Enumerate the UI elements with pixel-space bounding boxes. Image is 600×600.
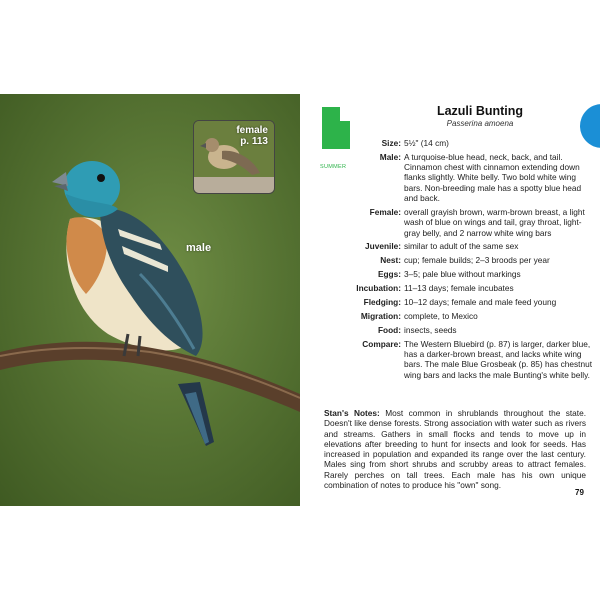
fact-label: Juvenile:: [365, 241, 401, 252]
species-facts: [310, 138, 600, 383]
fact-row-female: [310, 207, 600, 238]
text-page: [300, 94, 600, 506]
fact-value: The Western Bluebird (p. 87) is larger, darker blue, has a darker-brown breast, and lacks white wing bars. The male Blue Grosbeak (p. 85) has chestnut wing bars and lacks the male Bunting's white belly.: [404, 338, 593, 380]
fact-row-compare: [310, 339, 600, 380]
book-spread: [0, 94, 600, 506]
fact-label: Eggs:: [377, 269, 401, 280]
fact-row-food: [310, 325, 600, 335]
fact-label: Compare:: [362, 338, 401, 349]
fact-value: 3–5; pale blue without markings: [404, 269, 521, 280]
fact-row-incubation: [310, 283, 600, 293]
fact-value: 11–13 days; female incubates: [404, 283, 514, 294]
photo-page: [0, 94, 300, 506]
fact-value: complete, to Mexico: [404, 310, 478, 321]
fact-row-male: [310, 152, 600, 203]
female-inset-photo: [193, 120, 275, 194]
male-label: male: [186, 242, 212, 254]
fact-value: overall grayish brown, warm-brown breast, a light wash of blue on wings and tail, gray throat, light-gray belly, and 2 narrow white wing bars: [404, 206, 585, 238]
fact-value: similar to adult of the same sex: [404, 241, 519, 252]
page-number: 79: [575, 488, 584, 497]
fact-row-eggs: [310, 269, 600, 279]
fact-label: Female:: [369, 206, 401, 217]
species-title: Lazuli Bunting: [436, 104, 524, 118]
fact-value: 10–12 days; female and male feed young: [404, 297, 557, 308]
fact-label: Male:: [379, 151, 401, 162]
fact-value: cup; female builds; 2–3 broods per year: [404, 255, 550, 266]
fact-value: insects, seeds: [404, 324, 457, 335]
fact-label: Incubation:: [356, 283, 401, 294]
fact-value: 5½" (14 cm): [404, 138, 449, 148]
season-label: SUMMER: [320, 164, 347, 170]
fact-row-nest: [310, 255, 600, 265]
notes-text: Most common in shrublands throughout the state. Doesn't like dense forests. Strong association with water such as rivers and streams. Gathers in small flocks and tends to move up in elevations after breeding to hunt for insects and look for seeds. Has increased in population and expanded its range over the last century. Males sing from short shrubs and scrubby areas to attract females. Rarely perches on tall trees. Each male has his own unique combination of notes to produce his "own" song.: [324, 408, 587, 491]
inset-label-page: p. 113: [240, 136, 268, 147]
fact-row-migration: [310, 311, 600, 321]
fact-label: Size:: [381, 138, 401, 148]
fact-label: Fledging:: [363, 297, 401, 308]
fact-row-fledging: [310, 297, 600, 307]
fact-label: Migration:: [360, 310, 401, 321]
fact-label: Food:: [377, 324, 401, 335]
fact-row-juvenile: [310, 241, 600, 251]
notes-label: Stan's Notes:: [324, 408, 380, 418]
fact-value: A turquoise-blue head, neck, back, and tail. Cinnamon chest with cinnamon extending down flanks slightly. White belly. Two bold white wing bars. Non-breeding male has a spotty blue head and back.: [404, 151, 582, 204]
scientific-name: Passerina amoena: [446, 119, 514, 128]
stans-notes: [324, 408, 586, 490]
fact-label: Nest:: [380, 255, 401, 266]
inset-label: [236, 125, 268, 147]
inset-label-female: female: [236, 125, 268, 136]
fact-row-size: [310, 138, 600, 148]
